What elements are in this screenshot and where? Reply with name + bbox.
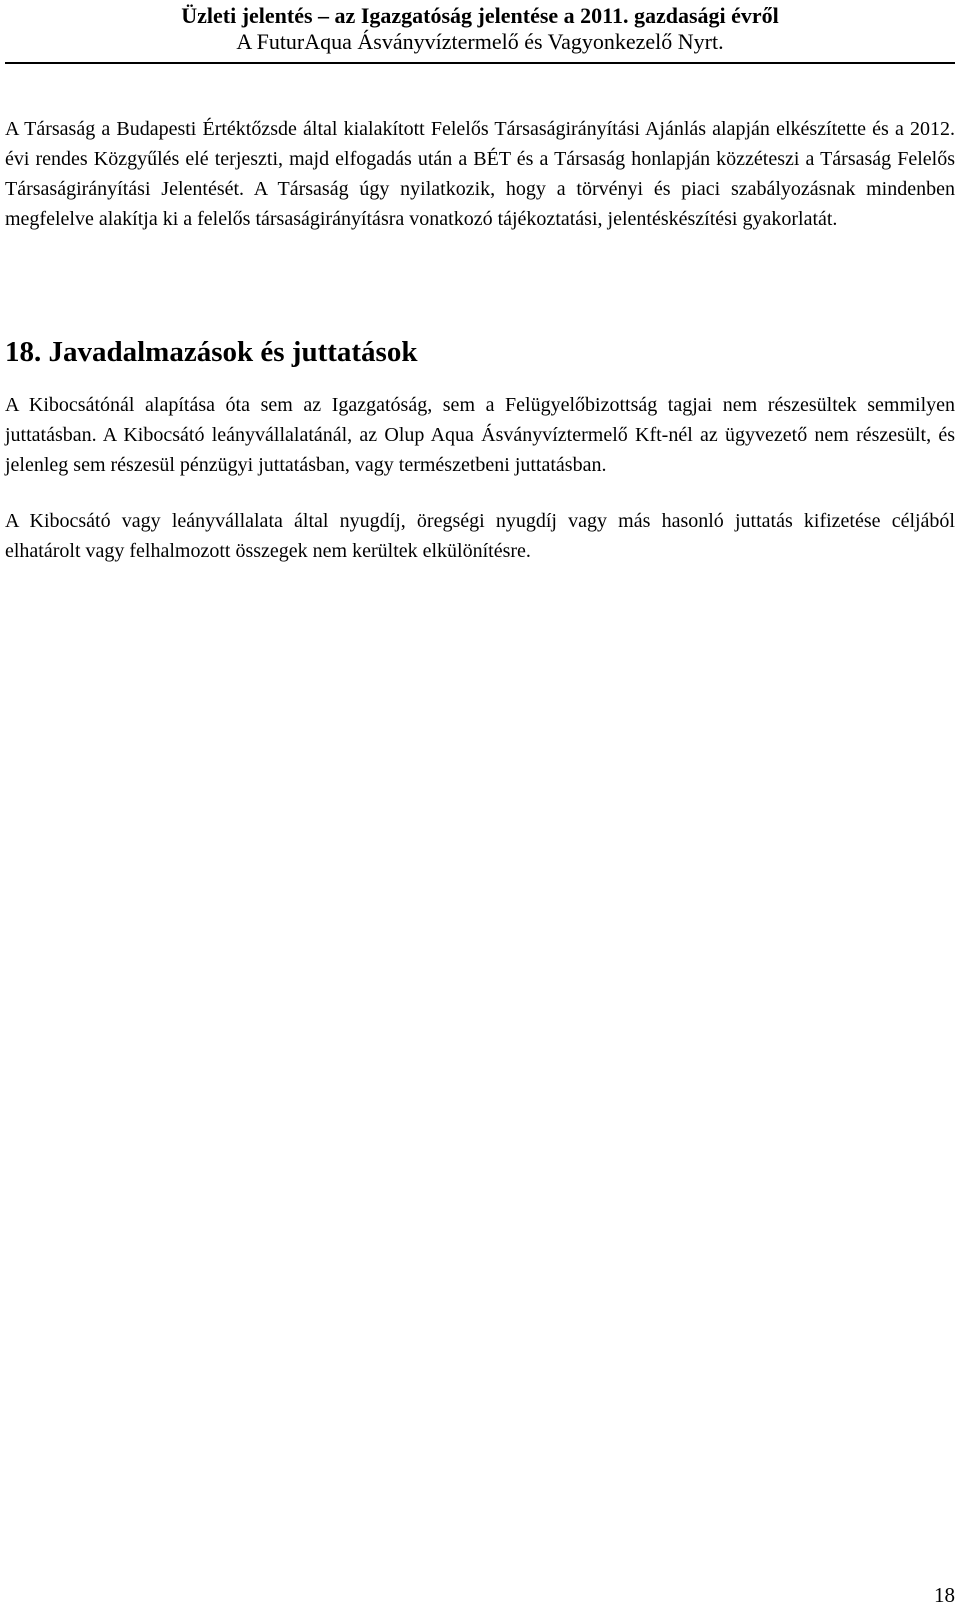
section-heading: 18. Javadalmazások és juttatások [5,336,418,368]
section-paragraph-1: A Kibocsátónál alapítása óta sem az Igazgatóság, sem a Felügyelőbizottság tagjai nem részesültek semmilyen juttatásban. A Kibocsátó leányvállalatánál, az Olup Aqua Ásványvíztermelő Kft-nél az ügyvezető nem részesült, és jelenleg sem részesül pénzügyi juttatásban, vagy természetbeni juttatásban. [5,394,955,476]
page-number: 18 [934,1583,955,1607]
page-header [0,2,960,55]
document-title: Üzleti jelentés – az Igazgatóság jelentése a 2011. gazdasági évről [181,3,779,28]
header-divider [5,62,955,64]
section-paragraph-2: A Kibocsátó vagy leányvállalata által nyugdíj, öregségi nyugdíj vagy más hasonló juttatás kifizetése céljából elhatárolt vagy felhalmozott összegek nem kerültek elkülönítésre. [5,510,955,562]
intro-paragraph: A Társaság a Budapesti Értéktőzsde által kialakított Felelős Társaságirányítási Ajánlás alapján elkészítette és a 2012. évi rendes Közgyűlés elé terjeszti, majd elfogadás után a BÉT és a Társaság honlapján közzéteszi a Társaság Felelős Társaságirányítási Jelentését. A Társaság úgy nyilatkozik, hogy a törvényi és piaci szabályozásnak mindenben megfelelve alakítja ki a felelős társaságirányításra vonatkozó tájékoztatási, jelentéskészítési gyakorlatát. [5,118,955,230]
document-body [5,114,955,562]
company-name: A FuturAqua Ásványvíztermelő és Vagyonkezelő Nyrt. [236,29,724,54]
